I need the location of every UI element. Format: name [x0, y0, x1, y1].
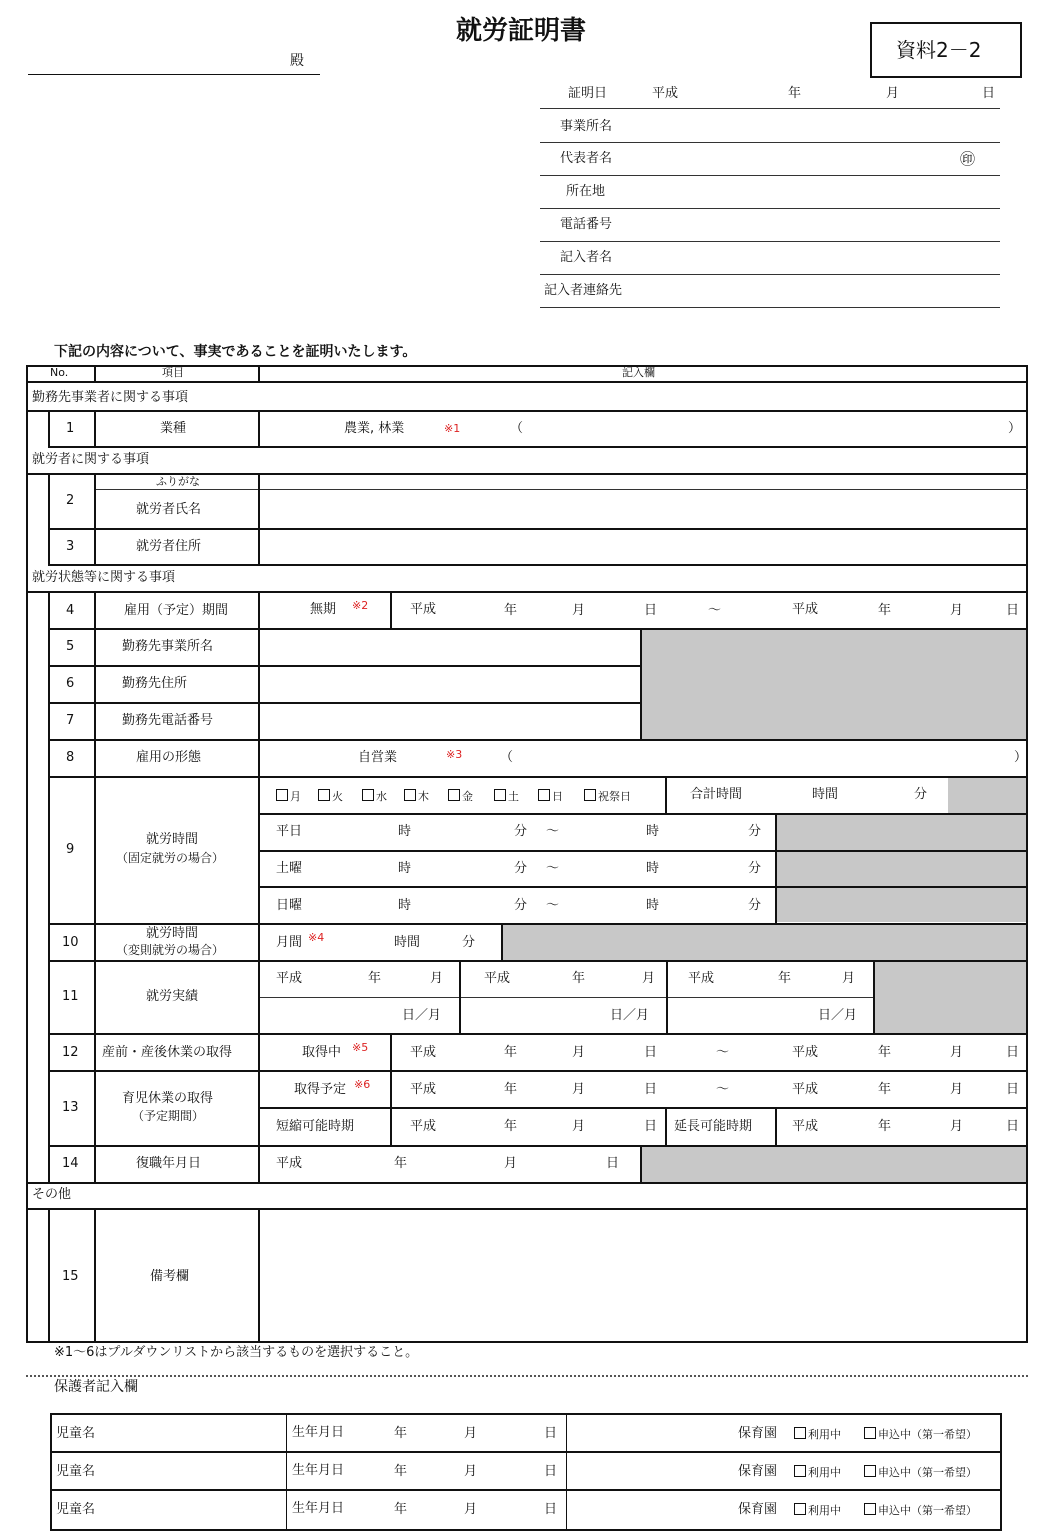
day-checkbox-mon[interactable]: 月	[276, 789, 301, 802]
year: 年	[878, 1082, 892, 1097]
era: 平成	[410, 1082, 437, 1097]
gray-cell-5-7	[640, 628, 1028, 739]
applying-checkbox[interactable]: 申込中（第一希望）	[864, 1427, 977, 1440]
minute: 分	[748, 898, 762, 913]
table-line	[48, 410, 50, 446]
column-header-no: No.	[50, 366, 69, 379]
birthday-label: 生年月日	[292, 1501, 345, 1516]
hour: 時	[398, 861, 412, 876]
note-6: ※6	[354, 1078, 371, 1091]
using-checkbox[interactable]: 利用中	[794, 1465, 841, 1478]
tilde: ～	[546, 861, 560, 876]
workplace-address-label: 勤務先住所	[122, 676, 188, 691]
fixed-hours-label: 就労時間	[146, 832, 199, 847]
applying-checkbox[interactable]: 申込中（第一希望）	[864, 1503, 977, 1516]
month: 月	[950, 603, 964, 618]
maternity-leave-label: 産前・産後休業の取得	[102, 1045, 233, 1060]
row-number: 10	[62, 935, 79, 950]
table-line	[566, 1413, 567, 1529]
table-line	[390, 1033, 392, 1145]
note-4: ※4	[308, 931, 325, 944]
row-number: 12	[62, 1045, 79, 1060]
year: 年	[572, 971, 586, 986]
table-line	[94, 1208, 96, 1341]
worker-address-label: 就労者住所	[136, 539, 202, 554]
table-line	[258, 410, 260, 446]
table-border-right	[1026, 365, 1028, 1343]
table-line	[48, 665, 640, 667]
footnote: ※1～6はプルダウンリストから該当するものを選択すること。	[54, 1345, 419, 1360]
day-checkbox-sat[interactable]: 土	[494, 789, 519, 802]
child-name-label: 児童名	[56, 1502, 96, 1517]
row-number: 11	[62, 989, 79, 1004]
gray-cell-14	[640, 1145, 1028, 1182]
era: 平成	[410, 1119, 437, 1134]
total-hours-unit: 時間	[812, 787, 839, 802]
day: 日	[1006, 1045, 1020, 1060]
shortening-period-label: 短縮可能時期	[276, 1119, 355, 1134]
furigana-label: ふりがな	[156, 475, 200, 488]
day: 日	[1006, 603, 1020, 618]
year: 年	[878, 1045, 892, 1060]
era: 平成	[792, 1119, 819, 1134]
row-number: 14	[62, 1156, 79, 1171]
worker-address-input[interactable]	[262, 531, 1022, 563]
day: 日	[1006, 1082, 1020, 1097]
row-number: 2	[66, 493, 75, 508]
certification-era: 平成	[652, 86, 679, 101]
year: 年	[368, 971, 382, 986]
month: 月	[950, 1082, 964, 1097]
weekday-label: 平日	[276, 824, 303, 839]
table-line	[48, 960, 1028, 962]
hour: 時	[646, 861, 660, 876]
nursery-label: 保育園	[738, 1502, 778, 1517]
childcare-leave-label: 育児休業の取得	[122, 1091, 214, 1106]
birthday-label: 生年月日	[292, 1425, 345, 1440]
employment-period-label: 雇用（予定）期間	[124, 603, 229, 618]
hour: 時	[646, 898, 660, 913]
year: 年	[394, 1502, 408, 1517]
minute: 分	[748, 824, 762, 839]
applying-checkbox[interactable]: 申込中（第一希望）	[864, 1465, 977, 1478]
row-number: 13	[62, 1100, 79, 1115]
statement-text: 下記の内容について、事実であることを証明いたします。	[54, 344, 417, 360]
gray-cell-9-times	[775, 813, 1028, 922]
month: 月	[950, 1045, 964, 1060]
writer-contact-field[interactable]	[540, 307, 1000, 308]
era: 平成	[792, 1045, 819, 1060]
remarks-label: 備考欄	[150, 1269, 190, 1284]
table-line	[258, 365, 260, 381]
writer-contact-label: 記入者連絡先	[544, 283, 623, 298]
table-border-left	[26, 365, 28, 1343]
year: 年	[504, 1082, 518, 1097]
row-number: 4	[66, 603, 75, 618]
certification-month: 月	[886, 86, 900, 101]
table-line	[665, 1107, 667, 1145]
day: 日	[544, 1464, 558, 1479]
table-line	[26, 1341, 1028, 1343]
certifier-line	[540, 108, 1000, 109]
table-line	[258, 473, 260, 564]
era: 平成	[688, 971, 715, 986]
nursery-label: 保育園	[738, 1426, 778, 1441]
column-header-item: 項目	[162, 366, 184, 379]
row-number: 3	[66, 539, 75, 554]
certification-date-label: 証明日	[568, 86, 608, 101]
day: 日	[644, 1082, 658, 1097]
table-line	[50, 1489, 1000, 1491]
phone-field[interactable]	[540, 241, 1000, 242]
row-number: 9	[66, 842, 75, 857]
guardian-section-title: 保護者記入欄	[54, 1379, 138, 1395]
year: 年	[504, 1045, 518, 1060]
era: 平成	[276, 1156, 303, 1171]
cut-line	[26, 1375, 1028, 1377]
day-checkbox-fri[interactable]: 金	[448, 789, 473, 802]
return-date-label: 復職年月日	[136, 1156, 202, 1171]
section-employment: 就労状態等に関する事項	[32, 570, 176, 585]
day: 日	[644, 1119, 658, 1134]
table-line	[48, 1145, 1028, 1147]
workplace-phone-input[interactable]	[262, 705, 636, 737]
note-3: ※3	[446, 748, 463, 761]
workplace-name-input[interactable]	[262, 631, 636, 663]
tilde: ～	[546, 824, 560, 839]
table-line	[501, 923, 503, 960]
office-name-field[interactable]	[540, 142, 1000, 143]
certification-year: 年	[788, 86, 802, 101]
year: 年	[504, 603, 518, 618]
year: 年	[504, 1119, 518, 1134]
day: 日	[644, 1045, 658, 1060]
monthly-label: 月間	[276, 935, 303, 950]
hour: 時	[398, 824, 412, 839]
table-line	[48, 473, 50, 564]
gray-cell-9-total	[948, 776, 1028, 813]
month: 月	[572, 603, 586, 618]
hour: 時	[398, 898, 412, 913]
month: 月	[464, 1502, 478, 1517]
hour: 時	[646, 824, 660, 839]
close-paren: ）	[1014, 750, 1028, 765]
month: 月	[464, 1426, 478, 1441]
day-checkbox-thu[interactable]: 木	[404, 789, 429, 802]
minute: 分	[748, 861, 762, 876]
sunday-label: 日曜	[276, 898, 303, 913]
table-line	[666, 960, 668, 1033]
days-per-month: 日／月	[610, 1008, 650, 1023]
office-name-label: 事業所名	[560, 119, 613, 134]
row-number: 6	[66, 676, 75, 691]
days-per-month: 日／月	[818, 1008, 858, 1023]
year: 年	[394, 1426, 408, 1441]
table-line	[48, 739, 1028, 741]
table-line	[26, 381, 1028, 383]
using-checkbox[interactable]: 利用中	[794, 1503, 841, 1516]
table-line	[258, 850, 1028, 852]
day: 日	[644, 603, 658, 618]
section-employer: 勤務先事業者に関する事項	[32, 390, 189, 405]
childcare-status-select[interactable]: 取得予定	[294, 1082, 347, 1097]
minutes-unit: 分	[462, 935, 476, 950]
era: 平成	[484, 971, 511, 986]
address-label: 所在地	[566, 184, 606, 199]
table-line	[258, 1208, 260, 1341]
table-line	[775, 1107, 777, 1145]
child-name-label: 児童名	[56, 1426, 96, 1441]
extension-period-label: 延長可能時期	[674, 1119, 753, 1134]
table-line	[26, 1182, 1028, 1184]
month: 月	[642, 971, 656, 986]
table-line	[50, 1451, 1000, 1453]
addressee-line[interactable]	[28, 74, 320, 75]
month: 月	[572, 1119, 586, 1134]
section-worker: 就労者に関する事項	[32, 452, 150, 467]
gray-cell-11	[873, 960, 1028, 1033]
table-line	[640, 628, 642, 739]
era: 平成	[792, 602, 819, 617]
table-line	[258, 886, 1028, 888]
table-line	[26, 410, 1028, 412]
employment-type-select[interactable]: 自営業	[358, 750, 398, 765]
representative-label: 代表者名	[560, 151, 613, 166]
minute: 分	[514, 898, 528, 913]
day-checkbox-sun[interactable]: 日	[538, 789, 563, 802]
month: 月	[504, 1156, 518, 1171]
year: 年	[878, 1119, 892, 1134]
table-line	[94, 410, 96, 446]
open-paren: （	[500, 750, 514, 765]
industry-label: 業種	[160, 421, 187, 436]
note-2: ※2	[352, 599, 369, 612]
address-field[interactable]	[540, 208, 1000, 209]
table-line	[26, 591, 1028, 593]
childcare-leave-sublabel: （予定期間）	[132, 1109, 205, 1123]
remarks-input[interactable]	[262, 1212, 1022, 1338]
representative-field[interactable]	[540, 175, 1000, 176]
day: 日	[1006, 1119, 1020, 1134]
table-line	[48, 446, 1028, 448]
maternity-status-select[interactable]: 取得中	[302, 1045, 342, 1060]
day: 日	[544, 1426, 558, 1441]
irregular-hours-sublabel: （変則就労の場合）	[116, 943, 225, 957]
page-title: 就労証明書	[456, 16, 587, 46]
hours-unit: 時間	[394, 935, 421, 950]
table-line	[94, 365, 96, 381]
irregular-hours-label: 就労時間	[146, 926, 199, 941]
workplace-address-input[interactable]	[262, 668, 636, 700]
using-checkbox[interactable]: 利用中	[794, 1427, 841, 1440]
writer-field[interactable]	[540, 274, 1000, 275]
month: 月	[572, 1082, 586, 1097]
table-line	[94, 591, 96, 1182]
era: 平成	[410, 602, 437, 617]
worker-name-input[interactable]	[262, 492, 1022, 526]
row-number: 8	[66, 750, 75, 765]
year: 年	[394, 1156, 408, 1171]
table-line	[26, 1208, 1028, 1210]
addressee-suffix: 殿	[290, 53, 304, 69]
era: 平成	[410, 1045, 437, 1060]
table-line	[258, 813, 1028, 815]
work-record-label: 就労実績	[146, 989, 199, 1004]
industry-select[interactable]: 農業, 林業	[344, 421, 405, 436]
table-line	[48, 776, 1028, 778]
total-minutes-unit: 分	[914, 787, 928, 802]
table-line	[258, 591, 260, 1182]
row-number: 1	[66, 421, 75, 436]
total-hours-label: 合計時間	[690, 787, 743, 802]
table-line	[48, 702, 640, 704]
table-line	[94, 473, 96, 564]
certification-day: 日	[982, 86, 996, 101]
table-line	[258, 1107, 1028, 1109]
column-header-entry: 記入欄	[622, 366, 655, 379]
minute: 分	[514, 861, 528, 876]
table-line	[873, 960, 875, 1033]
table-line	[48, 923, 1028, 925]
guardian-table-frame	[50, 1413, 1002, 1531]
phone-label: 電話番号	[560, 217, 613, 232]
table-line	[48, 591, 50, 1182]
day-checkbox-holiday[interactable]: 祝祭日	[584, 789, 631, 802]
era: 平成	[276, 971, 303, 986]
gray-cell-10	[501, 923, 1028, 960]
era: 平成	[792, 1082, 819, 1097]
table-line	[48, 528, 1028, 530]
table-line	[48, 1070, 1028, 1072]
days-per-month: 日／月	[402, 1008, 442, 1023]
workplace-phone-label: 勤務先電話番号	[122, 713, 214, 728]
table-line	[640, 1145, 642, 1182]
table-line	[48, 1208, 50, 1341]
employment-type-label: 雇用の形態	[136, 750, 202, 765]
tilde: ～	[716, 1082, 730, 1097]
workplace-name-label: 勤務先事業所名	[122, 639, 214, 654]
fixed-hours-sublabel: （固定就労の場合）	[116, 851, 225, 865]
child-name-label: 児童名	[56, 1464, 96, 1479]
tilde: ～	[546, 898, 560, 913]
nursery-label: 保育園	[738, 1464, 778, 1479]
day: 日	[544, 1502, 558, 1517]
day: 日	[606, 1156, 620, 1171]
section-other: その他	[32, 1187, 72, 1202]
row-number: 5	[66, 639, 75, 654]
table-line	[258, 997, 873, 998]
tilde: ～	[708, 603, 722, 618]
table-line	[48, 564, 1028, 566]
table-line	[775, 813, 777, 923]
table-line	[390, 591, 392, 628]
table-line	[48, 1033, 1028, 1035]
saturday-label: 土曜	[276, 861, 303, 876]
birthday-label: 生年月日	[292, 1463, 345, 1478]
seal-icon: ㊞	[960, 150, 976, 168]
writer-label: 記入者名	[560, 250, 613, 265]
note-1: ※1	[444, 422, 461, 435]
close-paren: ）	[1008, 421, 1022, 436]
document-reference: 資料2－2	[896, 38, 982, 62]
worker-name-label: 就労者氏名	[136, 502, 202, 517]
year: 年	[394, 1464, 408, 1479]
month: 月	[572, 1045, 586, 1060]
table-line	[665, 776, 667, 813]
table-line	[459, 960, 461, 1033]
day-checkbox-wed[interactable]: 水	[362, 789, 387, 802]
table-line	[286, 1413, 287, 1529]
table-line	[94, 489, 1028, 490]
month: 月	[464, 1464, 478, 1479]
row-number: 15	[62, 1269, 79, 1284]
table-line	[48, 628, 1028, 630]
year: 年	[878, 603, 892, 618]
year: 年	[778, 971, 792, 986]
tilde: ～	[716, 1045, 730, 1060]
day-checkbox-tue[interactable]: 火	[318, 789, 343, 802]
period-type-select[interactable]: 無期	[310, 602, 337, 617]
month: 月	[430, 971, 444, 986]
open-paren: （	[510, 421, 524, 436]
month: 月	[950, 1119, 964, 1134]
row-number: 7	[66, 713, 75, 728]
minute: 分	[514, 824, 528, 839]
note-5: ※5	[352, 1041, 369, 1054]
month: 月	[842, 971, 856, 986]
